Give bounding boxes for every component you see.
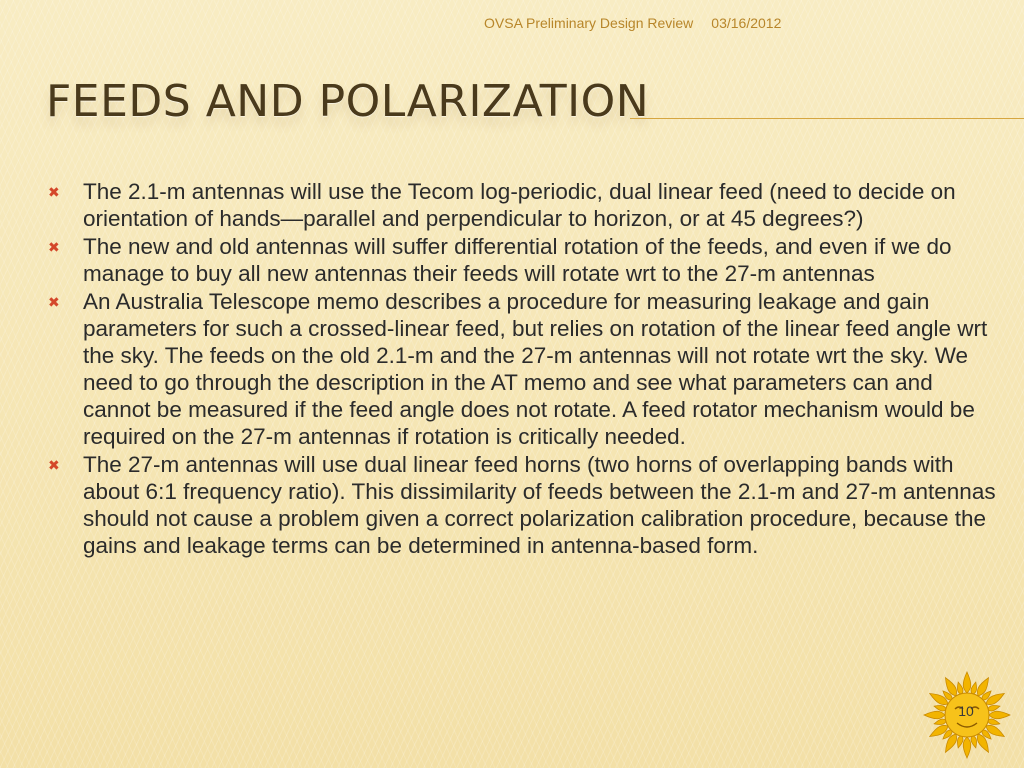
bullet-list	[46, 178, 996, 560]
x-bullet-icon: ✖	[48, 184, 60, 200]
bullet-item	[46, 178, 996, 232]
bullet-text: The new and old antennas will suffer differential rotation of the feeds, and even if we do manage to buy all new antennas their feeds will rotate wrt to the 27-m antennas	[83, 234, 952, 286]
bullet-item	[46, 451, 996, 559]
bullet-item	[46, 288, 996, 450]
slide-title: FEEDS AND POLARIZATION	[46, 76, 650, 127]
bullet-item	[46, 233, 996, 287]
x-bullet-icon: ✖	[48, 239, 60, 255]
x-bullet-icon: ✖	[48, 294, 60, 310]
presentation-title: OVSA Preliminary Design Review	[484, 15, 694, 31]
bullet-text: The 27-m antennas will use dual linear feed horns (two horns of overlapping bands with about 6:1 frequency ratio). This dissimilarity of feeds between the 2.1-m and 27-m antennas should not cause a problem given a correct polarization calibration procedure, because the gains and leakage terms can be determined in antenna-based form.	[83, 452, 996, 558]
bullet-text: An Australia Telescope memo describes a procedure for measuring leakage and gain parameters for such a crossed-linear feed, but relies on rotation of the linear feed angle wrt the sky. The feeds on the old 2.1-m and the 27-m antennas will not rotate wrt the sky. We need to go through the description in the AT memo and see what parameters can and cannot be measured if the feed angle does not rotate. A feed rotator mechanism would be required on the 27-m antennas if rotation is critically needed.	[83, 289, 988, 449]
presentation-date: 03/16/2012	[711, 15, 782, 31]
title-underline	[630, 118, 1024, 119]
slide-header	[484, 15, 781, 31]
page-number: 10	[958, 703, 974, 719]
bullet-text: The 2.1-m antennas will use the Tecom log-periodic, dual linear feed (need to decide on orientation of hands—parallel and perpendicular to horizon, or at 45 degrees?)	[83, 179, 956, 231]
x-bullet-icon: ✖	[48, 457, 60, 473]
